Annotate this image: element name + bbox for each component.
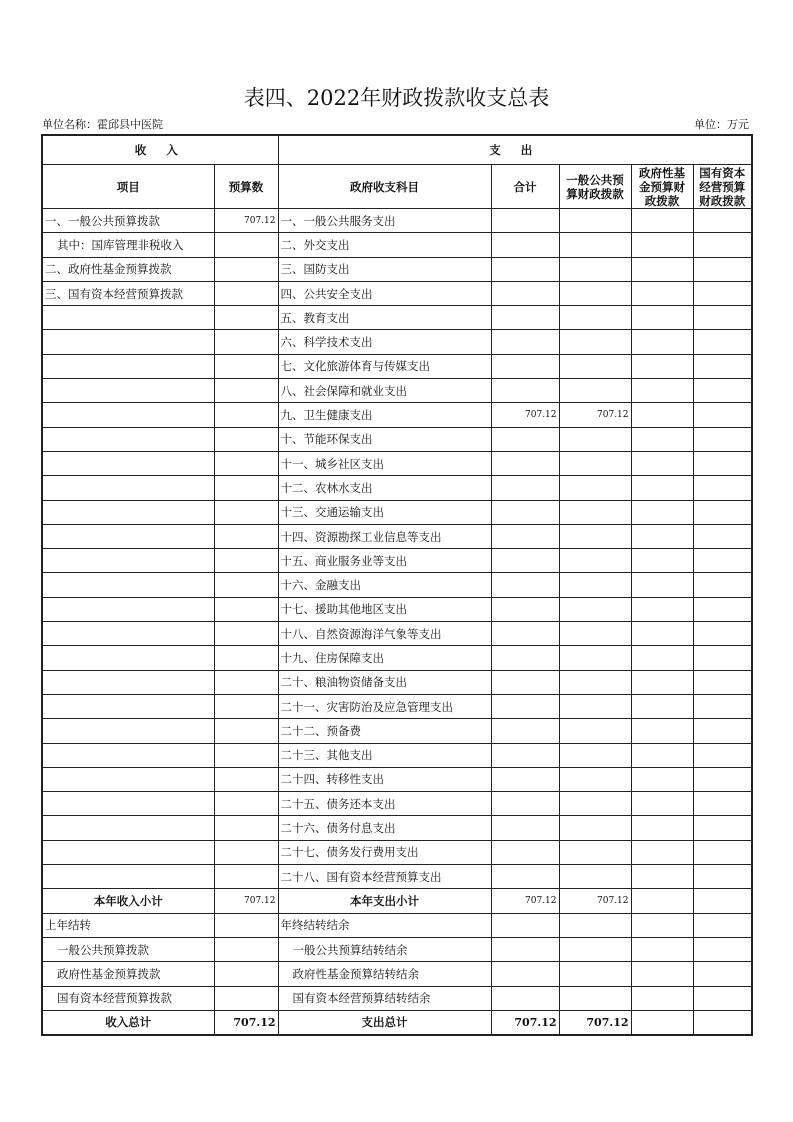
income-item: 二、政府性基金预算拨款: [42, 257, 214, 281]
expense-general: [559, 281, 631, 305]
expense-cell: [631, 913, 693, 937]
expense-label: 本年支出小计: [278, 889, 491, 913]
expense-subject: 四、公共安全支出: [278, 281, 491, 305]
income-item: [42, 524, 214, 548]
expense-subject: 二十二、预备费: [278, 719, 491, 743]
table-row: [42, 257, 752, 281]
income-item: [42, 451, 214, 475]
expense-subject: 二十三、其他支出: [278, 743, 491, 767]
expense-cell: [693, 937, 752, 961]
expense-general: [559, 865, 631, 889]
income-budget: [214, 233, 278, 257]
income-budget: [214, 792, 278, 816]
table-row: [42, 767, 752, 791]
income-budget: [214, 719, 278, 743]
expense-subject: 十二、农林水支出: [278, 476, 491, 500]
income-value: 707.12: [214, 1010, 278, 1035]
expense-total: 707.12: [491, 403, 559, 427]
expense-fund: [631, 573, 693, 597]
expense-cell: [631, 986, 693, 1010]
expense-total: [491, 233, 559, 257]
income-budget: [214, 767, 278, 791]
expense-state: [693, 889, 752, 913]
income-item: [42, 330, 214, 354]
expense-cell: [631, 937, 693, 961]
income-budget: [214, 694, 278, 718]
expense-state: [693, 233, 752, 257]
expense-total: [491, 549, 559, 573]
income-item: [42, 840, 214, 864]
expense-fund: [631, 281, 693, 305]
expense-general: [559, 524, 631, 548]
item-header: 项目: [42, 165, 214, 209]
expense-fund: [631, 670, 693, 694]
expense-fund: [631, 524, 693, 548]
income-item: [42, 379, 214, 403]
income-budget: [214, 937, 278, 961]
unit-label: 单位：万元: [694, 118, 749, 131]
table-row: [42, 597, 752, 621]
income-budget: [214, 306, 278, 330]
expense-fund: [631, 233, 693, 257]
expense-total: [491, 573, 559, 597]
expense-state: [693, 524, 752, 548]
expense-fund: [631, 865, 693, 889]
income-label: 收入总计: [42, 1010, 214, 1035]
income-budget: [214, 403, 278, 427]
income-budget: [214, 451, 278, 475]
expense-total: [491, 865, 559, 889]
expense-state: [693, 379, 752, 403]
income-budget: [214, 622, 278, 646]
expense-cell: [559, 962, 631, 986]
expense-general: [559, 500, 631, 524]
expense-state: [693, 670, 752, 694]
table-row: [42, 792, 752, 816]
income-budget: [214, 500, 278, 524]
expense-cell: [693, 986, 752, 1010]
expense-general: [559, 354, 631, 378]
expense-state: [693, 330, 752, 354]
expense-subject: 二十七、债务发行费用支出: [278, 840, 491, 864]
expense-total: [491, 694, 559, 718]
income-budget: [214, 962, 278, 986]
expense-total: [491, 524, 559, 548]
expense-state: [693, 306, 752, 330]
income-item: [42, 476, 214, 500]
expense-general: [559, 306, 631, 330]
income-item: [42, 597, 214, 621]
expense-subject: 八、社会保障和就业支出: [278, 379, 491, 403]
carry-row: [42, 913, 752, 937]
expense-subject: 十三、交通运输支出: [278, 500, 491, 524]
table-row: [42, 622, 752, 646]
income-budget: [214, 743, 278, 767]
expense-total: [491, 646, 559, 670]
income-item: 政府性基金预算拨款: [42, 962, 214, 986]
table-row: [42, 865, 752, 889]
expense-general: [559, 646, 631, 670]
expense-fund: [631, 500, 693, 524]
income-item: [42, 403, 214, 427]
expense-cell: [693, 962, 752, 986]
income-header: 收 入: [42, 135, 278, 165]
expense-general: [559, 209, 631, 233]
expense-general: [559, 233, 631, 257]
expense-state: [693, 743, 752, 767]
expense-state: [693, 816, 752, 840]
expense-cell: [631, 962, 693, 986]
income-item: [42, 549, 214, 573]
expense-general: 707.12: [559, 889, 631, 913]
expense-fund: [631, 379, 693, 403]
expense-general: 707.12: [559, 403, 631, 427]
expense-general: [559, 670, 631, 694]
expense-state: [693, 257, 752, 281]
total-header: 合计: [491, 165, 559, 209]
expense-total: [491, 719, 559, 743]
income-budget: [214, 524, 278, 548]
expense-state: [693, 354, 752, 378]
income-value: 707.12: [214, 889, 278, 913]
expense-fund: [631, 816, 693, 840]
income-item: [42, 646, 214, 670]
income-item: [42, 816, 214, 840]
subject-header: 政府收支科目: [278, 165, 491, 209]
expense-total: [491, 257, 559, 281]
expense-cell: [559, 937, 631, 961]
income-budget: [214, 354, 278, 378]
expense-total: [491, 597, 559, 621]
income-budget: [214, 865, 278, 889]
expense-fund: [631, 549, 693, 573]
carry-row: [42, 937, 752, 961]
expense-general: [559, 694, 631, 718]
expense-subject: 政府性基金预算结转结余: [278, 962, 491, 986]
expense-total: [491, 743, 559, 767]
expense-general: [559, 597, 631, 621]
table-row: [42, 209, 752, 233]
expense-fund: [631, 1010, 693, 1035]
income-item: [42, 865, 214, 889]
expense-cell: [491, 962, 559, 986]
expense-total: [491, 816, 559, 840]
expense-general: [559, 767, 631, 791]
table-row: [42, 670, 752, 694]
income-budget: [214, 913, 278, 937]
expense-subject: 十四、资源勘探工业信息等支出: [278, 524, 491, 548]
expense-subject: 二十一、灾害防治及应急管理支出: [278, 694, 491, 718]
carry-row: [42, 986, 752, 1010]
budget-header: 预算数: [214, 165, 278, 209]
table-row: [42, 233, 752, 257]
expense-general: 707.12: [559, 1010, 631, 1035]
expense-subject: 十六、金融支出: [278, 573, 491, 597]
expense-subject: 十、节能环保支出: [278, 427, 491, 451]
expense-fund: [631, 792, 693, 816]
expense-subject: 十七、援助其他地区支出: [278, 597, 491, 621]
expense-fund: [631, 622, 693, 646]
income-item: [42, 500, 214, 524]
table-row: [42, 379, 752, 403]
expense-cell: [491, 937, 559, 961]
expense-state: [693, 840, 752, 864]
income-budget: [214, 670, 278, 694]
income-item: 国有资本经营预算拨款: [42, 986, 214, 1010]
income-item: 三、国有资本经营预算拨款: [42, 281, 214, 305]
income-budget: [214, 281, 278, 305]
income-budget: [214, 986, 278, 1010]
income-item: [42, 719, 214, 743]
table-row: [42, 816, 752, 840]
income-item: [42, 354, 214, 378]
grand_total-row: [42, 1010, 752, 1035]
table-row: [42, 427, 752, 451]
expense-cell: [559, 913, 631, 937]
income-item: [42, 792, 214, 816]
expense-state: [693, 476, 752, 500]
expense-fund: [631, 889, 693, 913]
expense-general: [559, 792, 631, 816]
table-row: [42, 719, 752, 743]
expense-state: [693, 500, 752, 524]
expense-fund: [631, 719, 693, 743]
header-row-1: [42, 135, 752, 165]
income-item: 一、一般公共预算拨款: [42, 209, 214, 233]
expense-fund: [631, 209, 693, 233]
expense-subject: 七、文化旅游体育与传媒支出: [278, 354, 491, 378]
expense-general: [559, 379, 631, 403]
expense-general: [559, 451, 631, 475]
expense-fund: [631, 476, 693, 500]
expense-state: [693, 403, 752, 427]
expense-state: [693, 865, 752, 889]
income-budget: [214, 646, 278, 670]
income-budget: [214, 330, 278, 354]
income-budget: [214, 427, 278, 451]
expense-total: [491, 767, 559, 791]
expense-fund: [631, 257, 693, 281]
expense-subject: 六、科学技术支出: [278, 330, 491, 354]
expense-state: [693, 573, 752, 597]
expense-subject: 一、一般公共服务支出: [278, 209, 491, 233]
table-row: [42, 306, 752, 330]
table-row: [42, 403, 752, 427]
expense-subject: 年终结转结余: [278, 913, 491, 937]
expense-total: [491, 792, 559, 816]
expense-general: [559, 549, 631, 573]
expense-total: [491, 281, 559, 305]
expense-state: [693, 622, 752, 646]
expense-state: [693, 646, 752, 670]
income-budget: [214, 597, 278, 621]
income-item: [42, 767, 214, 791]
expense-state: [693, 719, 752, 743]
expense-subject: 十五、商业服务业等支出: [278, 549, 491, 573]
expense-total: [491, 840, 559, 864]
expense-cell: [491, 913, 559, 937]
state-header: 国有资本经营预算财政拨款: [693, 165, 752, 209]
income-budget: [214, 840, 278, 864]
income-item: [42, 306, 214, 330]
expense-state: [693, 209, 752, 233]
expense-state: [693, 694, 752, 718]
income-item: [42, 743, 214, 767]
expense-general: [559, 622, 631, 646]
expense-general: [559, 257, 631, 281]
expense-subject: 二、外交支出: [278, 233, 491, 257]
expense-total: [491, 622, 559, 646]
expense-total: [491, 476, 559, 500]
income-item: 一般公共预算拨款: [42, 937, 214, 961]
expense-total: [491, 670, 559, 694]
expense-subject: 国有资本经营预算结转结余: [278, 986, 491, 1010]
table-row: [42, 524, 752, 548]
expense-fund: [631, 767, 693, 791]
income-item: [42, 622, 214, 646]
expense-state: [693, 792, 752, 816]
table-row: [42, 500, 752, 524]
table-row: [42, 354, 752, 378]
carry-row: [42, 962, 752, 986]
subtotal-row: [42, 889, 752, 913]
expense-header: 支 出: [278, 135, 752, 165]
header-row-2: [42, 165, 752, 209]
expense-total: [491, 379, 559, 403]
table-row: [42, 451, 752, 475]
expense-total: [491, 354, 559, 378]
expense-cell: [491, 986, 559, 1010]
expense-fund: [631, 840, 693, 864]
expense-subject: 二十四、转移性支出: [278, 767, 491, 791]
table-row: [42, 549, 752, 573]
expense-fund: [631, 451, 693, 475]
expense-total: 707.12: [491, 1010, 559, 1035]
expense-subject: 二十五、债务还本支出: [278, 792, 491, 816]
expense-state: [693, 451, 752, 475]
general-header: 一般公共预算财政拨款: [559, 165, 631, 209]
expense-fund: [631, 427, 693, 451]
income-budget: [214, 476, 278, 500]
expense-general: [559, 719, 631, 743]
expense-cell: [559, 986, 631, 1010]
expense-cell: [693, 913, 752, 937]
expense-fund: [631, 597, 693, 621]
expense-fund: [631, 743, 693, 767]
income-item: 上年结转: [42, 913, 214, 937]
table-row: [42, 840, 752, 864]
table-row: [42, 330, 752, 354]
expense-general: [559, 573, 631, 597]
expense-total: [491, 427, 559, 451]
expense-subject: 三、国防支出: [278, 257, 491, 281]
income-label: 本年收入小计: [42, 889, 214, 913]
expense-subject: 十八、自然资源海洋气象等支出: [278, 622, 491, 646]
expense-fund: [631, 306, 693, 330]
expense-subject: 九、卫生健康支出: [278, 403, 491, 427]
table-row: [42, 476, 752, 500]
expense-fund: [631, 646, 693, 670]
expense-general: [559, 840, 631, 864]
expense-fund: [631, 330, 693, 354]
income-budget: 707.12: [214, 209, 278, 233]
income-item: [42, 694, 214, 718]
income-item: [42, 573, 214, 597]
expense-label: 支出总计: [278, 1010, 491, 1035]
expense-total: [491, 306, 559, 330]
expense-fund: [631, 354, 693, 378]
expense-state: [693, 281, 752, 305]
expense-fund: [631, 403, 693, 427]
income-item: [42, 427, 214, 451]
expense-total: [491, 330, 559, 354]
table-row: [42, 743, 752, 767]
table-row: [42, 573, 752, 597]
table-row: [42, 646, 752, 670]
fund-header: 政府性基金预算财政拨款: [631, 165, 693, 209]
expense-state: [693, 597, 752, 621]
expense-general: [559, 816, 631, 840]
expense-state: [693, 767, 752, 791]
expense-fund: [631, 694, 693, 718]
expense-state: [693, 549, 752, 573]
income-budget: [214, 379, 278, 403]
income-budget: [214, 257, 278, 281]
expense-subject: 二十六、债务付息支出: [278, 816, 491, 840]
income-budget: [214, 549, 278, 573]
income-budget: [214, 573, 278, 597]
expense-total: [491, 209, 559, 233]
page-title: 表四、2022年财政拨款收支总表: [243, 86, 550, 110]
expense-total: [491, 500, 559, 524]
expense-general: [559, 330, 631, 354]
table-row: [42, 281, 752, 305]
expense-subject: 五、教育支出: [278, 306, 491, 330]
expense-general: [559, 427, 631, 451]
expense-state: [693, 427, 752, 451]
expense-general: [559, 476, 631, 500]
expense-subject: 十九、住房保障支出: [278, 646, 491, 670]
expense-total: [491, 451, 559, 475]
expense-general: [559, 743, 631, 767]
income-item: [42, 670, 214, 694]
expense-state: [693, 1010, 752, 1035]
budget-table: [41, 134, 753, 1036]
table-row: [42, 694, 752, 718]
expense-subject: 十一、城乡社区支出: [278, 451, 491, 475]
expense-subject: 二十八、国有资本经营预算支出: [278, 865, 491, 889]
expense-subject: 一般公共预算结转结余: [278, 937, 491, 961]
income-item: 其中：国库管理非税收入: [42, 233, 214, 257]
expense-subject: 二十、粮油物资储备支出: [278, 670, 491, 694]
expense-total: 707.12: [491, 889, 559, 913]
income-budget: [214, 816, 278, 840]
unit-name: 单位名称：霍邱县中医院: [42, 118, 163, 131]
